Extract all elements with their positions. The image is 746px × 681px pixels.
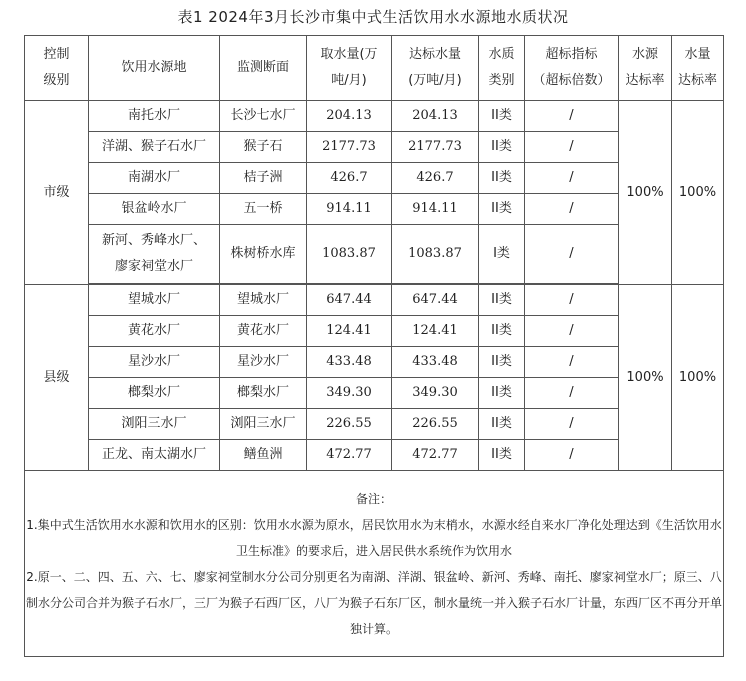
rate-source-cell: 100% bbox=[619, 285, 672, 471]
class-cell: I类 bbox=[479, 225, 525, 284]
table-row bbox=[25, 101, 724, 132]
note-item: 1.集中式生活饮用水水源和饮用水的区别：饮用水水源为原水，居民饮用水为末梢水，水源水经自来水厂净化处理达到《生活饮用水卫生标准》的要求后，进入居民供水系统作为饮用水 bbox=[26, 517, 722, 558]
rate-source-cell: 100% bbox=[619, 101, 672, 285]
source-cell: 星沙水厂 bbox=[89, 347, 220, 378]
notes-row bbox=[25, 471, 724, 657]
section-cell: 浏阳三水厂 bbox=[220, 409, 307, 440]
level-cell: 县级 bbox=[25, 285, 89, 471]
source-cell: 正龙、南太湖水厂 bbox=[89, 440, 220, 471]
intake-cell: 204.13 bbox=[307, 101, 392, 132]
header-level: 控制 级别 bbox=[25, 36, 89, 101]
qualified-cell: 204.13 bbox=[392, 101, 479, 132]
qualified-cell: 2177.73 bbox=[392, 132, 479, 163]
qualified-cell: 472.77 bbox=[392, 440, 479, 471]
qualified-cell: 647.44 bbox=[392, 285, 479, 316]
qualified-cell: 433.48 bbox=[392, 347, 479, 378]
note-item: 2.原一、二、四、五、六、七、廖家祠堂制水分公司分别更名为南湖、洋湖、银盆岭、新河、秀峰、南托、廖家祠堂水厂；原三、八制水分公司合并为猴子石水厂，三厂为猴子石西厂区，八厂为猴子石东厂区，制水量统一并入猴子石水厂计量，东西厂区不再分开单独计算。 bbox=[25, 569, 722, 636]
section-cell: 星沙水厂 bbox=[220, 347, 307, 378]
intake-cell: 426.7 bbox=[307, 163, 392, 194]
rate-water-cell: 100% bbox=[672, 285, 724, 471]
intake-cell: 647.44 bbox=[307, 285, 392, 316]
source-cell: 浏阳三水厂 bbox=[89, 409, 220, 440]
intake-cell: 2177.73 bbox=[307, 132, 392, 163]
exceed-cell: / bbox=[525, 409, 619, 440]
source-cell: 新河、秀峰水厂、 廖家祠堂水厂 bbox=[89, 225, 220, 284]
intake-cell: 226.55 bbox=[307, 409, 392, 440]
class-cell: II类 bbox=[479, 378, 525, 409]
exceed-cell: / bbox=[525, 316, 619, 347]
qualified-cell: 426.7 bbox=[392, 163, 479, 194]
exceed-cell: / bbox=[525, 378, 619, 409]
notes-cell bbox=[25, 471, 724, 657]
source-cell: 榔梨水厂 bbox=[89, 378, 220, 409]
table-row bbox=[25, 285, 724, 316]
section-cell: 桔子洲 bbox=[220, 163, 307, 194]
section-cell: 望城水厂 bbox=[220, 285, 307, 316]
intake-cell: 124.41 bbox=[307, 316, 392, 347]
intake-cell: 1083.87 bbox=[307, 225, 392, 284]
class-cell: II类 bbox=[479, 347, 525, 378]
section-cell: 猴子石 bbox=[220, 132, 307, 163]
exceed-cell: / bbox=[525, 194, 619, 225]
class-cell: II类 bbox=[479, 285, 525, 316]
section-cell: 黄花水厂 bbox=[220, 316, 307, 347]
rate-water-cell: 100% bbox=[672, 101, 724, 285]
section-cell: 株树桥水库 bbox=[220, 225, 307, 284]
intake-cell: 349.30 bbox=[307, 378, 392, 409]
class-cell: II类 bbox=[479, 101, 525, 132]
source-cell: 南湖水厂 bbox=[89, 163, 220, 194]
header-rate-water: 水量 达标率 bbox=[672, 36, 724, 101]
class-cell: II类 bbox=[479, 440, 525, 471]
section-cell: 长沙七水厂 bbox=[220, 101, 307, 132]
section-cell: 榔梨水厂 bbox=[220, 378, 307, 409]
exceed-cell: / bbox=[525, 132, 619, 163]
exceed-cell: / bbox=[525, 440, 619, 471]
header-source: 饮用水源地 bbox=[89, 36, 220, 101]
exceed-cell: / bbox=[525, 163, 619, 194]
qualified-cell: 226.55 bbox=[392, 409, 479, 440]
table-header-row bbox=[25, 36, 724, 101]
section-cell: 五一桥 bbox=[220, 194, 307, 225]
intake-cell: 433.48 bbox=[307, 347, 392, 378]
notes-heading: 备注： bbox=[355, 491, 392, 506]
header-rate-source: 水源 达标率 bbox=[619, 36, 672, 101]
class-cell: II类 bbox=[479, 132, 525, 163]
source-cell: 望城水厂 bbox=[89, 285, 220, 316]
source-cell: 洋湖、猴子石水厂 bbox=[89, 132, 220, 163]
intake-cell: 914.11 bbox=[307, 194, 392, 225]
class-cell: II类 bbox=[479, 194, 525, 225]
class-cell: II类 bbox=[479, 316, 525, 347]
header-section: 监测断面 bbox=[220, 36, 307, 101]
qualified-cell: 1083.87 bbox=[392, 225, 479, 284]
qualified-cell: 914.11 bbox=[392, 194, 479, 225]
source-cell: 南托水厂 bbox=[89, 101, 220, 132]
exceed-cell: / bbox=[525, 285, 619, 316]
class-cell: II类 bbox=[479, 409, 525, 440]
table-title: 表1 2024年3月长沙市集中式生活饮用水水源地水质状况 bbox=[177, 8, 569, 26]
qualified-cell: 124.41 bbox=[392, 316, 479, 347]
water-quality-table bbox=[24, 35, 724, 657]
exceed-cell: / bbox=[525, 225, 619, 284]
exceed-cell: / bbox=[525, 101, 619, 132]
header-exceed: 超标指标 （超标倍数） bbox=[525, 36, 619, 101]
intake-cell: 472.77 bbox=[307, 440, 392, 471]
header-intake: 取水量(万 吨/月) bbox=[307, 36, 392, 101]
header-class: 水质 类别 bbox=[479, 36, 525, 101]
qualified-cell: 349.30 bbox=[392, 378, 479, 409]
exceed-cell: / bbox=[525, 347, 619, 378]
class-cell: II类 bbox=[479, 163, 525, 194]
source-cell: 银盆岭水厂 bbox=[89, 194, 220, 225]
level-cell: 市级 bbox=[25, 101, 89, 285]
header-qualified: 达标水量 (万吨/月) bbox=[392, 36, 479, 101]
source-cell: 黄花水厂 bbox=[89, 316, 220, 347]
section-cell: 鳝鱼洲 bbox=[220, 440, 307, 471]
